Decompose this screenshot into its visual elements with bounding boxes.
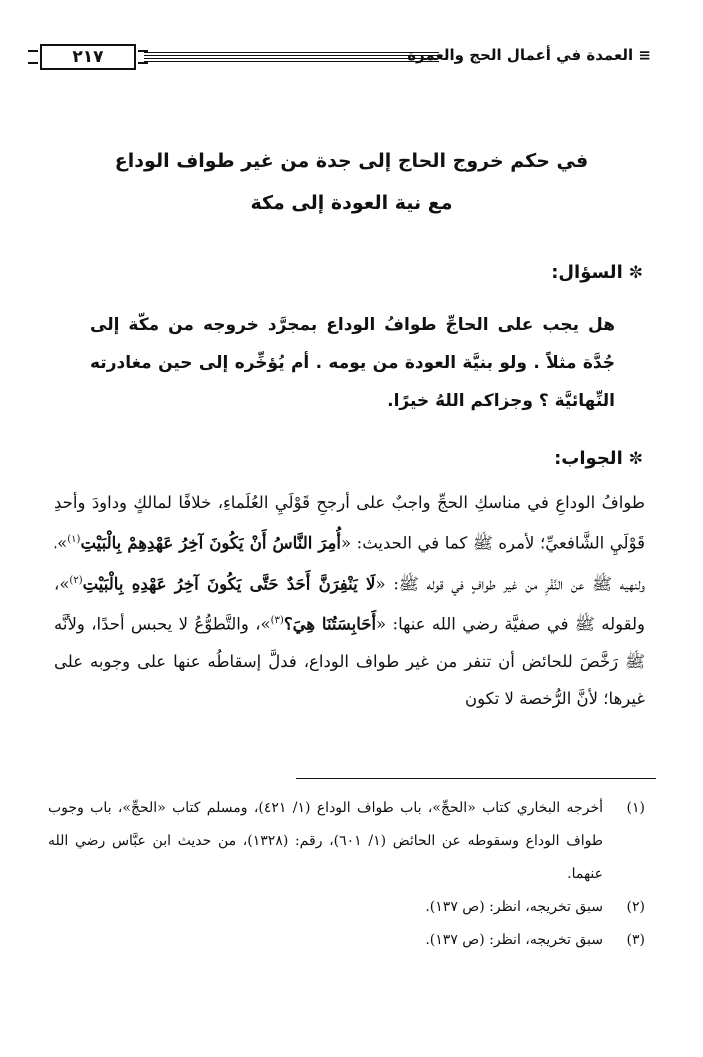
footnote-separator [296,778,656,779]
footnote-ref: (٢) [69,574,83,586]
footnote-number: (٢) [626,899,645,915]
footnote [48,792,645,891]
answer-text-part: »، ولنهيه ﷺ عن النَّفْرِ من غير طوافٍ في قوله ﷺ: « [54,533,646,593]
answer-text-part: طوافُ الوداعِ في مناسكِ الحجِّ واجبٌ على أرجحِ قَوْلَيِ العُلَماءِ، خلافًا لمالكٍ وداودَ وأحدِ قَوْلَيِ الشَّافعيِّ؛ لأمره ﷺ كما في الحديث: « [54,493,645,553]
page-title [60,140,643,224]
answer-text-part: »، ولقوله ﷺ في صفيَّة رضي الله عنها: « [54,574,645,634]
hadith-quote: أَحَابِسَتُنَا هِيَ؟ [283,614,377,634]
header-rule-lines [144,52,439,62]
page-number: ٢١٧ [40,44,136,70]
hadith-quote: لَا يَنْفِرَنَّ أَحَدٌ حَتَّى يَكُونَ آخِرُ عَهْدِهِ بِالْبَيْتِ [82,574,376,593]
footnote [48,891,645,924]
footnote-ref: (٣) [270,615,284,626]
answer-text-part: »، والتَّطوُّعُ لا يحبس أحدًا، ولأنَّه ﷺ رَخَّصَ للحائض أن تنفر من غير طواف الوداع، فدلَّ إسقاطُه عنها على وجوبه على غيرها؛ لأنَّ الرُّخصة لا تكون [54,614,645,708]
answer-label-text: الجواب: [554,448,623,469]
footnote-text: أخرجه البخاري كتاب «الحجِّ»، باب طواف الوداع (١/ ٤٢١)، ومسلم كتاب «الحجِّ»، باب وجوب طواف الوداع وسقوطه عن الحائض (١/ ٦٠١)، رقم: (١٣٢٨)، من حديث ابن عبَّاس رضي الله عنهما. [48,800,603,882]
footnotes [48,792,645,957]
title-line-2: مع نية العودة إلى مكة [250,192,453,214]
footnote [48,924,645,957]
question-label [551,262,643,283]
question-text: هل يجب على الحاجِّ طوافُ الوداع بمجرَّد خروجه من مكّة إلى جُدَّة مثلاً . ولو بنيَّة العودة من يومه . أم يُؤخِّره إلى حين مغادرته النِّهائيَّة ؟ وجزاكم اللهُ خيرًا. [90,315,615,411]
title-line-1: في حكم خروج الحاج إلى جدة من غير طواف الوداع [114,150,589,172]
running-header [34,42,651,72]
asterism-icon: ✼ [628,449,643,469]
footnote-text: سبق تخريجه، انظر: (ص ١٣٧). [425,899,603,915]
hadith-quote: أُمِرَ النَّاسُ أَنْ يَكُونَ آخِرُ عَهْدِهِمْ بِالْبَيْتِ [80,533,341,553]
footnote-number: (٣) [626,932,645,948]
footnote-text: سبق تخريجه، انظر: (ص ١٣٧). [425,932,603,948]
running-header-title: ≡ العمدة في أعمال الحج والعمرة [407,46,651,64]
answer-label [554,448,643,469]
footnote-ref: (١) [67,534,81,545]
asterism-icon: ✼ [628,263,643,283]
question-label-text: السؤال: [551,262,623,283]
answer-paragraph [54,484,645,717]
footnote-number: (١) [626,800,645,816]
